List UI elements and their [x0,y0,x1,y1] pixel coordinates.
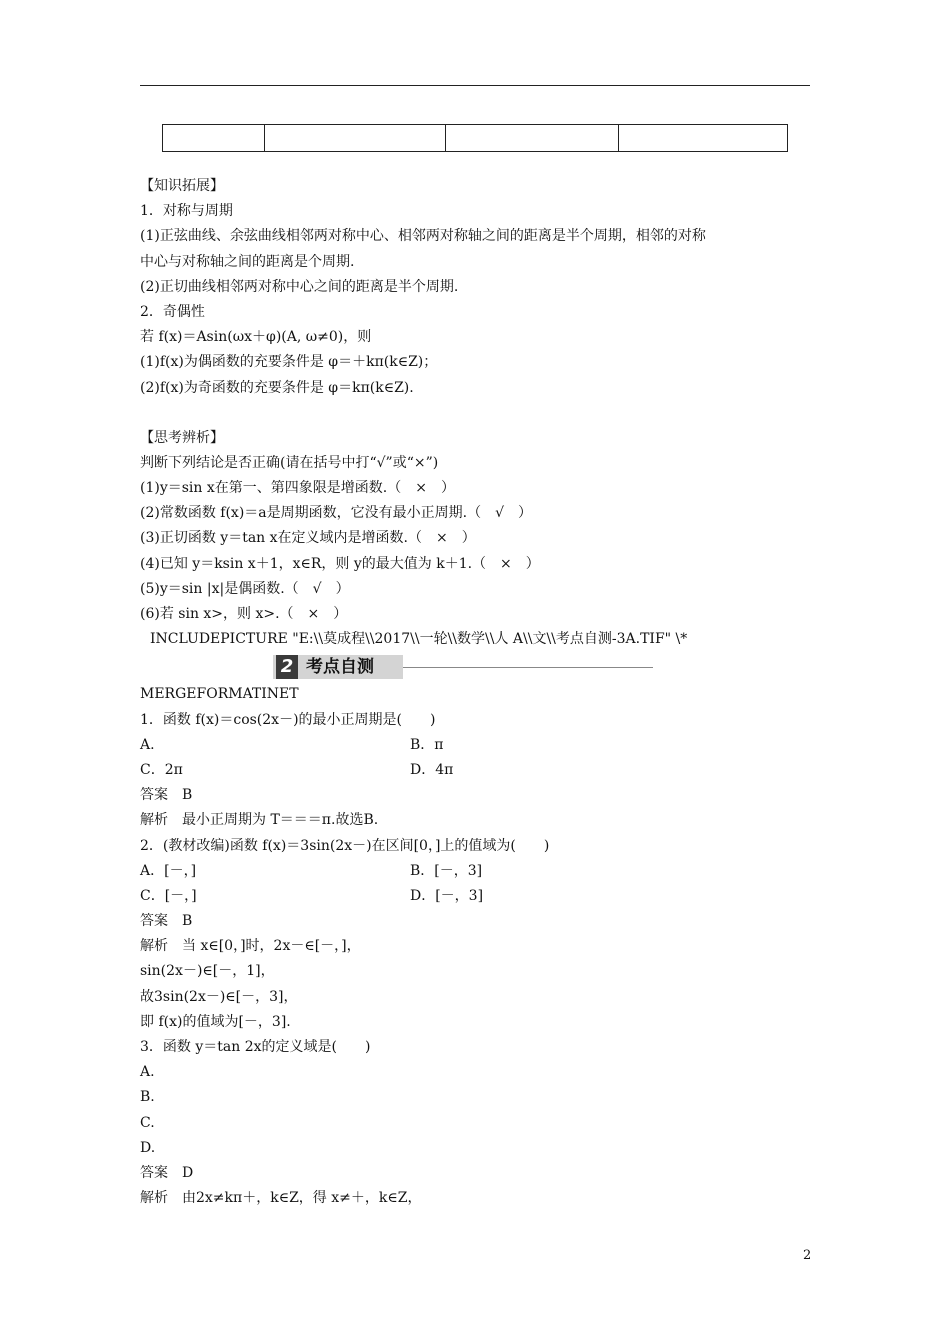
analysis: 即 f(x)的值域为[－，3]. [140,1013,291,1030]
option-d: D．4π [410,761,454,778]
judgment-item: (6)若 sin x>，则 x>.（ × ） [140,606,348,622]
option-b: B．[－，3] [410,862,483,879]
judgment-item: (3)正切函数 y＝tan x在定义域内是增函数.（ × ） [140,530,476,547]
option-c: C. [140,1114,155,1131]
section-banner [140,652,816,682]
option-a: A. [140,736,155,753]
judgment-item: (1)y＝sin x在第一、第四象限是增函数.（ × ） [140,480,455,497]
option-d: D．[－，3] [410,887,484,904]
analysis: 解析 由2x≠kπ＋，k∈Z，得 x≠＋，k∈Z， [140,1190,422,1207]
header-rule [140,85,810,86]
option-c: C．[－，] [140,887,197,904]
paragraph: (1)f(x)为偶函数的充要条件是 φ＝＋kπ(k∈Z)； [140,354,438,371]
banner-rule [403,667,653,668]
option-c: C．2π [140,761,183,778]
question-2-options [140,859,816,884]
answer: 答案 B [140,913,193,930]
table-cell [163,125,265,152]
paragraph: (1)正弦曲线、余弦曲线相邻两对称中心、相邻两对称轴之间的距离是半个周期，相邻的对称 [140,228,706,245]
judgment-item: (2)常数函数 f(x)＝a是周期函数，它没有最小正周期.（ √ ） [140,505,532,522]
judgment-intro: 判断下列结论是否正确(请在括号中打“√”或“×”) [140,454,439,471]
paragraph: (2)f(x)为奇函数的充要条件是 φ＝kπ(k∈Z). [140,379,414,396]
paragraph: 若 f(x)＝Asin(ωx＋φ)(A, ω≠0)，则 [140,329,372,346]
heading-symmetry-period: 1．对称与周期 [140,203,233,220]
document-body [140,174,816,1211]
analysis: 解析 最小正周期为 T＝＝＝π.故选B. [140,812,379,829]
answer: 答案 B [140,787,193,804]
table-cell [619,125,788,152]
judgment-item: (4)已知 y＝ksin x＋1，x∈R，则 y的最大值为 k＋1.（ × ） [140,555,540,572]
page-number: 2 [803,1248,812,1263]
question-2-options [140,884,816,909]
banner-number: 2 [276,655,298,679]
option-d: D. [140,1139,156,1156]
question-1: 1．函数 f(x)＝cos(2x－)的最小正周期是( ) [140,711,436,728]
option-a: A．[－，] [140,862,197,879]
paragraph: (2)正切曲线相邻两对称中心之间的距离是半个周期. [140,278,459,295]
option-b: B. [140,1089,155,1106]
answer: 答案 D [140,1164,194,1181]
analysis: 故3sin(2x－)∈[－，3]， [140,988,298,1005]
question-3: 3．函数 y＝tan 2x的定义域是( ) [140,1039,371,1055]
question-2: 2．(教材改编)函数 f(x)＝3sin(2x－)在区间[0，]上的值域为( ) [140,837,550,854]
header-table [162,124,788,152]
analysis: sin(2x－)∈[－，1]， [140,963,275,980]
section-title-knowledge: 【知识拓展】 [140,178,224,194]
table-cell [265,125,446,152]
field-code-include: INCLUDEPICTURE "E:\\莫成程\\2017\\一轮\\数学\\人 A\\文\\考点自测-3A.TIF" \* [150,631,688,648]
analysis: 解析 当 x∈[0，]时，2x－∈[－，]， [140,938,361,955]
heading-parity: 2．奇偶性 [140,303,205,320]
option-a: A. [140,1064,155,1081]
paragraph: 中心与对称轴之间的距离是个周期. [140,253,355,270]
question-1-options [140,733,816,758]
section-title-thinking: 【思考辨析】 [140,429,224,446]
judgment-item: (5)y＝sin |x|是偶函数.（ √ ） [140,580,350,597]
table-cell [446,125,619,152]
option-b: B．π [410,736,444,753]
banner-title: 考点自测 [306,657,374,678]
field-code-merge: MERGEFORMATINET [140,686,299,703]
question-1-options [140,758,816,783]
